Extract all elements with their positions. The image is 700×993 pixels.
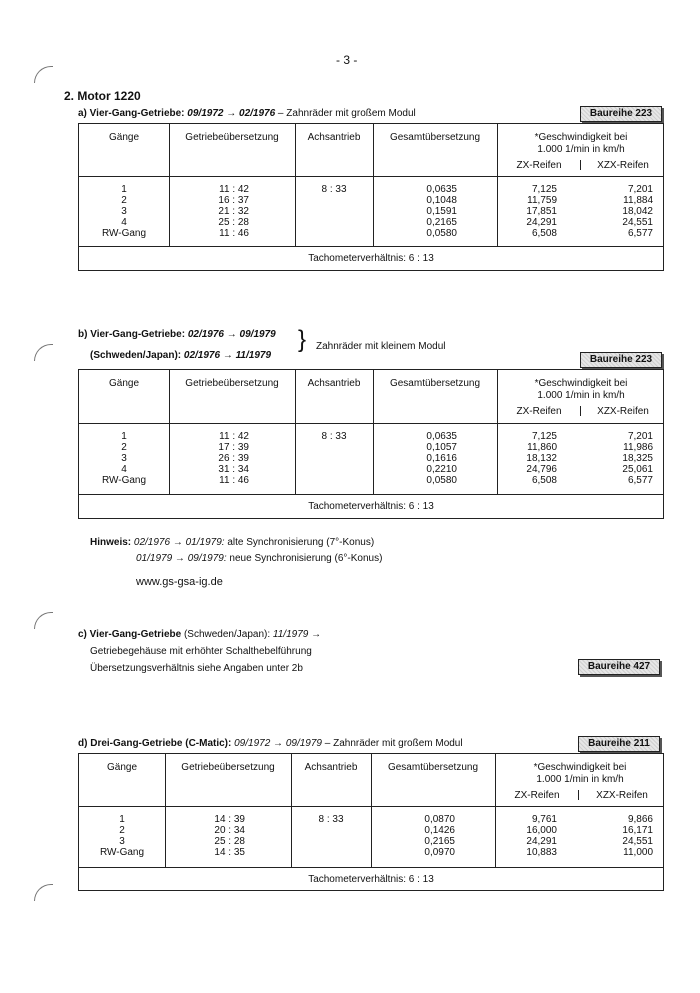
margin-mark	[34, 612, 53, 629]
hinweis-line-2: 01/1979 → 09/1979: neue Synchronisierung (6°-Konus)	[136, 553, 383, 564]
header-axle: Achsantrieb	[307, 132, 361, 143]
section-b-note: Zahnräder mit kleinem Modul	[316, 341, 446, 352]
header-zx: ZX-Reifen	[516, 160, 562, 171]
section-a-heading: a) Vier-Gang-Getriebe: 09/1972 → 02/1976 – Zahnräder mit großem Modul	[78, 108, 416, 119]
badge-baureihe-a: Baureihe 223	[580, 106, 662, 122]
header-gears: Gänge	[106, 762, 138, 773]
gears-column: 1 2 3 RW-Gang	[99, 814, 145, 858]
header-axle: Achsantrieb	[304, 762, 358, 773]
header-ratio: Getriebeübersetzung	[181, 762, 275, 773]
gears-column: 1 2 3 4 RW-Gang	[101, 184, 147, 239]
subheader-divider	[580, 406, 581, 416]
header-zx: ZX-Reifen	[516, 406, 562, 417]
badge-baureihe-b: Baureihe 223	[580, 352, 662, 368]
header-ratio: Getriebeübersetzung	[185, 132, 279, 143]
zx-column: 7,125 11,860 18,132 24,796 6,508	[526, 431, 557, 486]
axle-value: 8 : 33	[321, 431, 347, 442]
header-axle: Achsantrieb	[307, 378, 361, 389]
header-xzx: XZX-Reifen	[596, 790, 648, 801]
hinweis-line-1: Hinweis: 02/1976 → 01/1979: alte Synchronisierung (7°-Konus)	[90, 537, 375, 548]
table-footer: Tachometerverhältnis: 6 : 13	[308, 874, 434, 885]
total-column: 0,0635 0,1048 0,1591 0,2165 0,0580	[426, 184, 457, 239]
table-footer: Tachometerverhältnis: 6 : 13	[308, 501, 434, 512]
subheader-divider	[578, 790, 579, 800]
badge-baureihe-d: Baureihe 211	[578, 736, 660, 752]
header-total: Gesamtübersetzung	[387, 762, 479, 773]
xzx-column: 9,866 16,171 24,551 11,000	[622, 814, 653, 858]
xzx-column: 7,201 11,986 18,325 25,061 6,577	[622, 431, 653, 486]
header-gears: Gänge	[108, 132, 140, 143]
subheader-divider	[580, 160, 581, 170]
section-b-heading-1: b) Vier-Gang-Getriebe: 02/1976 → 09/1979	[78, 329, 276, 340]
ratio-column: 11 : 42 17 : 39 26 : 39 31 : 34 11 : 46	[218, 431, 249, 486]
header-speed: *Geschwindigkeit bei 1.000 1/min in km/h	[534, 378, 628, 401]
header-zx: ZX-Reifen	[514, 790, 560, 801]
total-column: 0,0635 0,1057 0,1616 0,2210 0,0580	[426, 431, 457, 486]
ratio-column: 14 : 39 20 : 34 25 : 28 14 : 35	[214, 814, 245, 858]
header-ratio: Getriebeübersetzung	[185, 378, 279, 389]
table-a	[78, 123, 664, 271]
section-b-heading-2: (Schweden/Japan): 02/1976 → 11/1979	[90, 350, 272, 361]
section-title: 2. Motor 1220	[64, 89, 141, 103]
header-speed: *Geschwindigkeit bei 1.000 1/min in km/h	[534, 132, 628, 155]
badge-baureihe-c: Baureihe 427	[578, 659, 660, 675]
table-d	[78, 753, 664, 891]
header-xzx: XZX-Reifen	[597, 160, 649, 171]
margin-mark	[34, 884, 53, 901]
section-c-line-2: Getriebegehäuse mit erhöhter Schalthebelführung	[90, 646, 312, 657]
axle-value: 8 : 33	[318, 814, 344, 825]
total-column: 0,0870 0,1426 0,2165 0,0970	[424, 814, 455, 858]
website-link[interactable]: www.gs-gsa-ig.de	[136, 576, 223, 588]
header-speed: *Geschwindigkeit bei 1.000 1/min in km/h	[533, 762, 627, 785]
xzx-column: 7,201 11,884 18,042 24,551 6,577	[622, 184, 653, 239]
gears-column: 1 2 3 4 RW-Gang	[101, 431, 147, 486]
header-total: Gesamtübersetzung	[389, 378, 481, 389]
header-gears: Gänge	[108, 378, 140, 389]
margin-mark	[34, 66, 53, 83]
page-number: - 3 -	[336, 53, 358, 67]
margin-mark	[34, 344, 53, 361]
table-footer: Tachometerverhältnis: 6 : 13	[308, 253, 434, 264]
table-b	[78, 369, 664, 519]
section-c-heading: c) Vier-Gang-Getriebe (Schweden/Japan): 11/1979 →	[78, 629, 322, 640]
zx-column: 7,125 11,759 17,851 24,291 6,508	[526, 184, 557, 239]
axle-value: 8 : 33	[321, 184, 347, 195]
section-c-line-3: Übersetzungsverhältnis siehe Angaben unter 2b	[90, 663, 303, 674]
zx-column: 9,761 16,000 24,291 10,883	[526, 814, 557, 858]
ratio-column: 11 : 42 16 : 37 21 : 32 25 : 28 11 : 46	[218, 184, 249, 239]
header-total: Gesamtübersetzung	[389, 132, 481, 143]
header-xzx: XZX-Reifen	[597, 406, 649, 417]
section-d-heading: d) Drei-Gang-Getriebe (C-Matic): 09/1972 → 09/1979 – Zahnräder mit großem Modul	[78, 738, 463, 749]
brace-icon: }	[298, 326, 307, 353]
